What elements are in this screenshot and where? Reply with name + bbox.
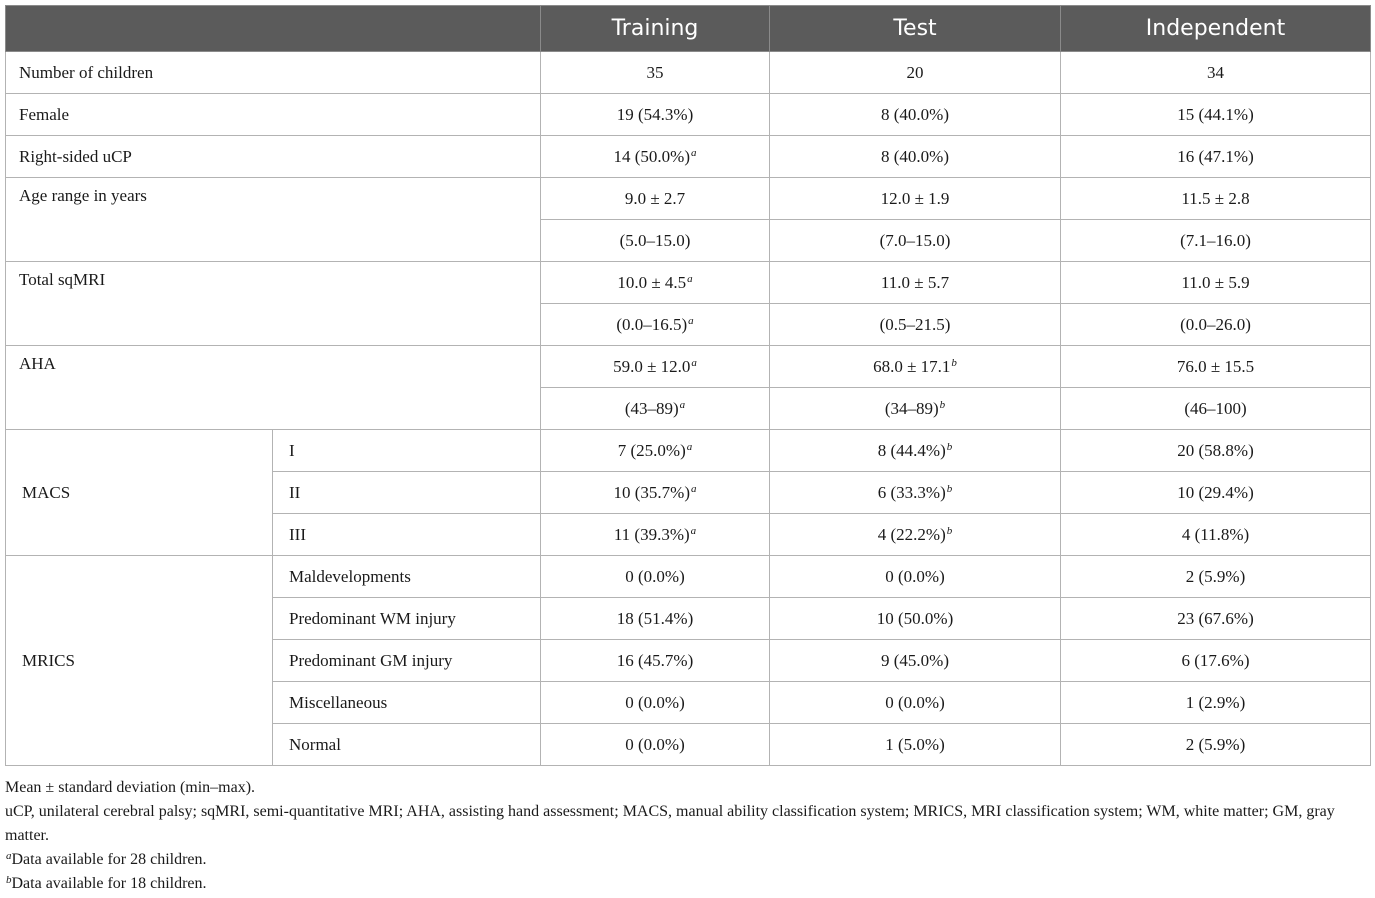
row-number-of-children [6, 52, 1371, 94]
row-right-sided-ucp [6, 136, 1371, 178]
footnote-ref: a [687, 272, 693, 285]
cell-test: 11.0 ± 5.7 [770, 262, 1061, 304]
cell-value: 7 (25.0%) [617, 440, 686, 460]
cell-training: 0 (0.0%) [541, 724, 770, 766]
cell-test: 10 (50.0%) [770, 598, 1061, 640]
footnote-b [5, 872, 1370, 896]
sub-label: Miscellaneous [273, 682, 541, 724]
footnote-ref: a [688, 314, 694, 327]
cell-value: 10.0 ± 4.5 [617, 272, 687, 292]
sub-label: I [273, 430, 541, 472]
footnote-ref: a [691, 356, 697, 369]
cell-value: 4 (22.2%) [877, 524, 946, 544]
cell-independent: 23 (67.6%) [1061, 598, 1371, 640]
cell-training [541, 388, 770, 430]
header-blank [6, 6, 541, 52]
cell-training: 18 (51.4%) [541, 598, 770, 640]
footnote-ref: b [951, 356, 957, 369]
cell-value: 14 (50.0%) [613, 146, 690, 166]
sub-label: Predominant GM injury [273, 640, 541, 682]
footnote-mean-sd: Mean ± standard deviation (min–max). [5, 779, 256, 796]
footnote-ref: a [690, 482, 697, 495]
cell-independent: (46–100) [1061, 388, 1371, 430]
cell-independent: 4 (11.8%) [1061, 514, 1371, 556]
row-label: AHA [6, 346, 541, 430]
cell-independent: 16 (47.1%) [1061, 136, 1371, 178]
group-label-macs: MACS [6, 430, 273, 556]
cell-independent: 34 [1061, 52, 1371, 94]
footnote-ref: b [946, 482, 953, 495]
row-mrics-maldevelopments [6, 556, 1371, 598]
row-label: Number of children [6, 52, 541, 94]
footnote-ref: a [690, 146, 697, 159]
cell-value: 10 (35.7%) [613, 482, 690, 502]
sub-label: III [273, 514, 541, 556]
footnote-a-text: Data available for 28 children. [11, 851, 207, 868]
cell-independent: 2 (5.9%) [1061, 556, 1371, 598]
footnote-abbreviations: uCP, unilateral cerebral palsy; sqMRI, semi-quantitative MRI; AHA, assisting hand assessment; MACS, manual ability classification system; MRICS, MRI classification system; WM, white matter; GM, gray matter. [5, 803, 1335, 844]
cell-independent: 20 (58.8%) [1061, 430, 1371, 472]
cell-test: 0 (0.0%) [770, 556, 1061, 598]
cell-test [770, 514, 1061, 556]
cell-value: (0.0–16.5) [616, 314, 688, 334]
footnote-b-text: Data available for 18 children. [11, 875, 207, 892]
sub-label: Normal [273, 724, 541, 766]
cell-value: 11 (39.3%) [613, 524, 690, 544]
cell-training [541, 514, 770, 556]
row-label: Total sqMRI [6, 262, 541, 346]
header-test: Test [770, 6, 1061, 52]
cell-test [770, 346, 1061, 388]
cell-value: 6 (33.3%) [877, 482, 946, 502]
footnote-ref: a [679, 398, 686, 411]
row-sqmri-mean [6, 262, 1371, 304]
cell-test [770, 430, 1061, 472]
sub-label: Predominant WM injury [273, 598, 541, 640]
cell-training: 9.0 ± 2.7 [541, 178, 770, 220]
cell-training: 0 (0.0%) [541, 682, 770, 724]
row-macs-i [6, 430, 1371, 472]
row-label: Age range in years [6, 178, 541, 262]
footnote-b-mark: b [6, 874, 12, 886]
cell-independent: 10 (29.4%) [1061, 472, 1371, 514]
cell-training: 35 [541, 52, 770, 94]
cell-value: 8 (44.4%) [877, 440, 946, 460]
footnote-ref: a [686, 440, 693, 453]
footnote-ref: a [690, 524, 697, 537]
cell-training: 19 (54.3%) [541, 94, 770, 136]
table-footnotes [5, 776, 1370, 896]
row-female [6, 94, 1371, 136]
header-row [6, 6, 1371, 52]
cell-test [770, 472, 1061, 514]
row-label: Female [6, 94, 541, 136]
cell-independent: (7.1–16.0) [1061, 220, 1371, 262]
cell-test: (0.5–21.5) [770, 304, 1061, 346]
cell-independent: 11.5 ± 2.8 [1061, 178, 1371, 220]
cell-independent: (0.0–26.0) [1061, 304, 1371, 346]
cell-test: 20 [770, 52, 1061, 94]
group-label-mrics: MRICS [6, 556, 273, 766]
cell-training [541, 304, 770, 346]
footnote-a-mark: a [6, 850, 12, 862]
footnote-ref: b [939, 398, 946, 411]
cell-value: 59.0 ± 12.0 [613, 356, 691, 376]
footnote-a [5, 848, 1370, 872]
cell-value: 68.0 ± 17.1 [873, 356, 951, 376]
cell-value: (43–89) [624, 398, 679, 418]
sub-label: Maldevelopments [273, 556, 541, 598]
cell-test: 8 (40.0%) [770, 136, 1061, 178]
cell-training [541, 472, 770, 514]
footnote-ref: b [946, 440, 953, 453]
cell-training [541, 346, 770, 388]
header-independent: Independent [1061, 6, 1371, 52]
cell-training [541, 262, 770, 304]
row-age-mean [6, 178, 1371, 220]
cell-test [770, 388, 1061, 430]
cell-test: 8 (40.0%) [770, 94, 1061, 136]
sub-label: II [273, 472, 541, 514]
cell-test: 12.0 ± 1.9 [770, 178, 1061, 220]
cell-value: (34–89) [884, 398, 939, 418]
cell-independent: 6 (17.6%) [1061, 640, 1371, 682]
cell-test: 1 (5.0%) [770, 724, 1061, 766]
footnote-ref: b [946, 524, 953, 537]
cell-training: (5.0–15.0) [541, 220, 770, 262]
cell-training: 0 (0.0%) [541, 556, 770, 598]
row-label: Right-sided uCP [6, 136, 541, 178]
cell-test: 9 (45.0%) [770, 640, 1061, 682]
cell-test: (7.0–15.0) [770, 220, 1061, 262]
cell-training [541, 430, 770, 472]
cell-independent: 1 (2.9%) [1061, 682, 1371, 724]
cell-training [541, 136, 770, 178]
cell-independent: 11.0 ± 5.9 [1061, 262, 1371, 304]
cell-independent: 15 (44.1%) [1061, 94, 1371, 136]
cell-training: 16 (45.7%) [541, 640, 770, 682]
cell-independent: 76.0 ± 15.5 [1061, 346, 1371, 388]
demographics-table [5, 5, 1371, 766]
header-training: Training [541, 6, 770, 52]
cell-independent: 2 (5.9%) [1061, 724, 1371, 766]
row-aha-mean [6, 346, 1371, 388]
cell-test: 0 (0.0%) [770, 682, 1061, 724]
